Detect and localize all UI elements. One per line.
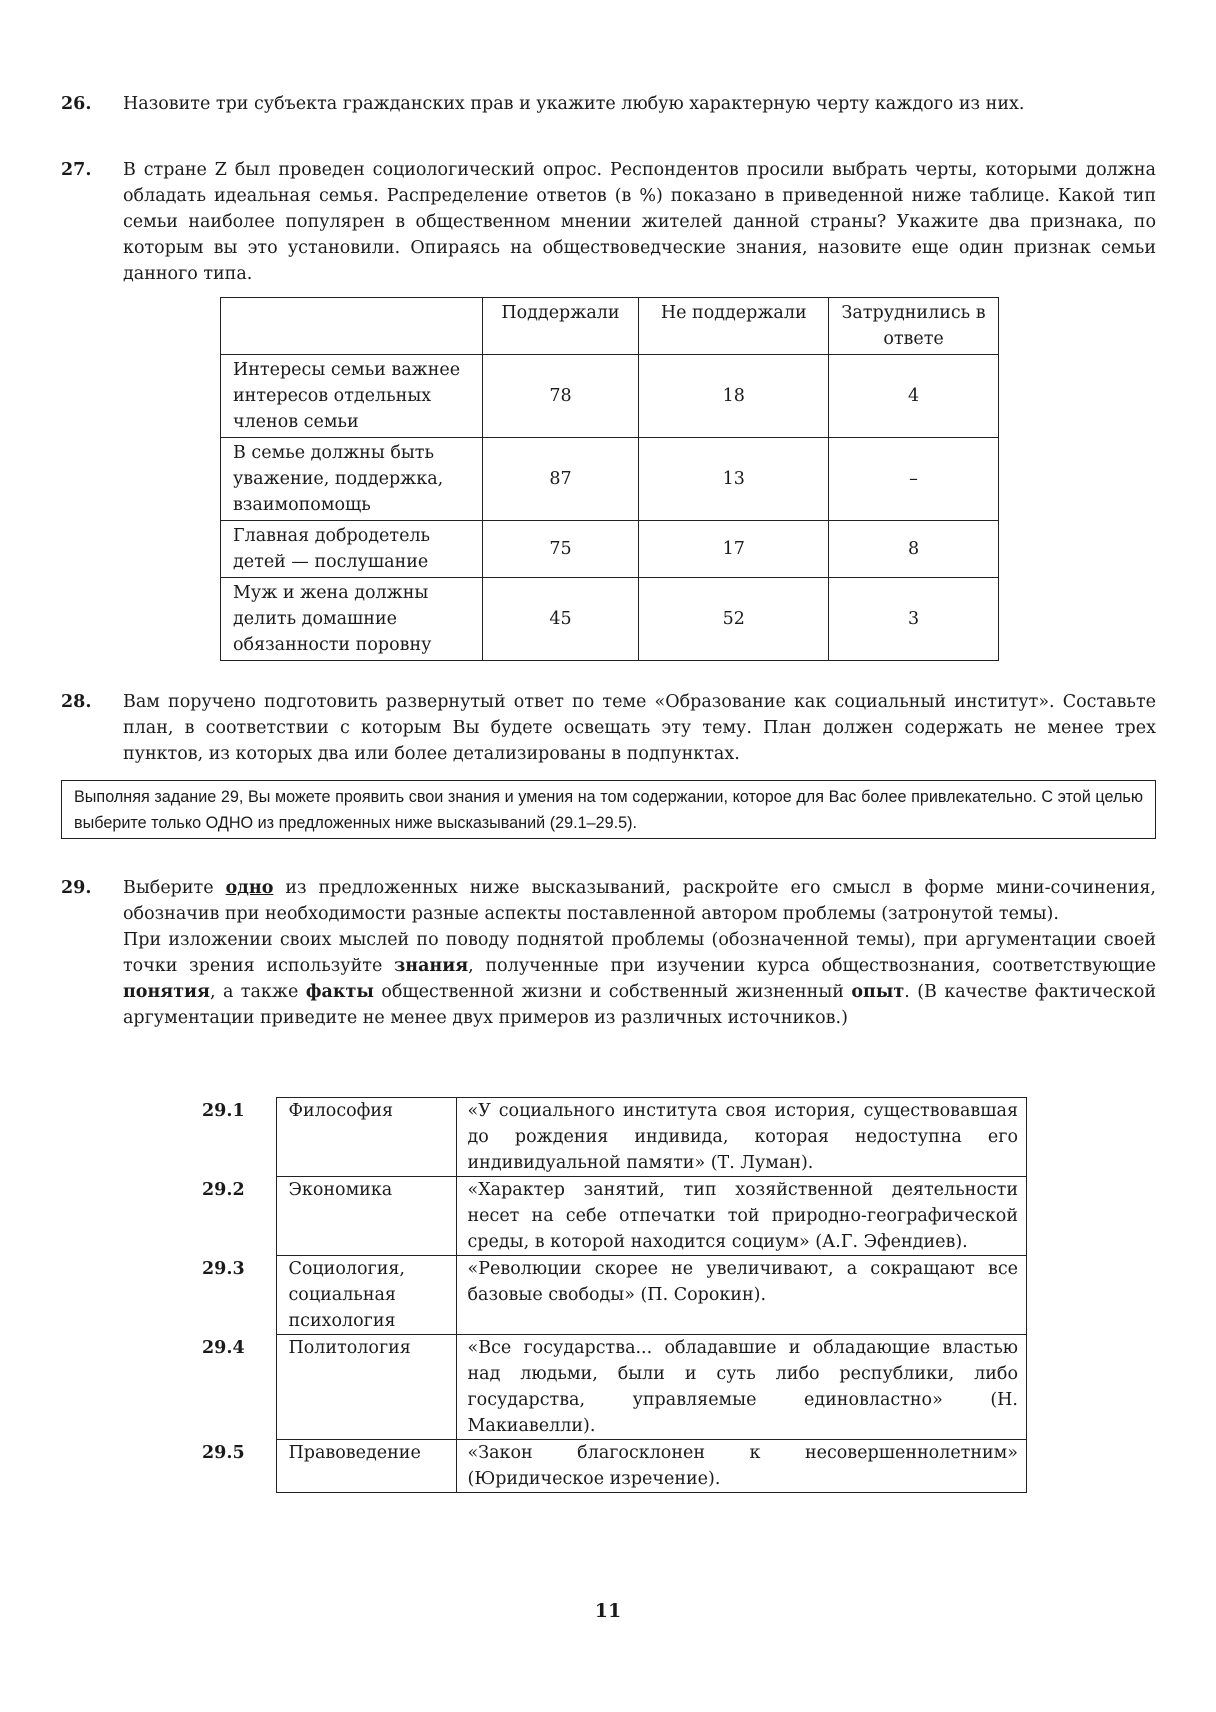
row-label: Главная добродетель детей — послушание <box>221 521 483 578</box>
task-text: Назовите три субъекта гражданских прав и укажите любую характерную черту каждого из них. <box>123 94 1025 114</box>
cell-undecided: 4 <box>829 355 999 438</box>
row-label: В семье должны быть уважение, поддержка, взаимопомощь <box>221 438 483 521</box>
quotes-table <box>190 1097 1027 1493</box>
table-row <box>221 578 999 661</box>
header-cell-empty <box>221 298 483 355</box>
quote-text: «Все государства... обладавшие и обладающие властью над людьми, были и суть либо республики, либо государства, управляемые единовластно» (Н. Макиавелли). <box>456 1335 1027 1440</box>
table-row <box>221 438 999 521</box>
quote-number: 29.5 <box>202 1442 245 1463</box>
quote-subject: Политология <box>276 1335 456 1440</box>
text-segment: общественной жизни и собственный жизненный <box>373 982 852 1002</box>
quote-number: 29.4 <box>202 1337 245 1358</box>
quote-subject: Экономика <box>276 1177 456 1256</box>
cell-supported: 78 <box>482 355 639 438</box>
cell-not-supported: 52 <box>639 578 829 661</box>
quote-number: 29.2 <box>202 1179 245 1200</box>
task-number: 29. <box>61 878 92 898</box>
quote-subject: Философия <box>276 1098 456 1177</box>
task-number: 26. <box>61 94 92 114</box>
emphasis-one: одно <box>225 878 274 898</box>
survey-table <box>220 297 999 661</box>
page-number: 11 <box>594 1600 622 1622</box>
task-29 <box>61 875 1156 1031</box>
instruction-text: Выполняя задание 29, Вы можете проявить свои знания и умения на том содержании, которое для Вас более привлекательно. С этой целью выберите только ОДНО из предложенных ниже высказываний (29.1–29.5). <box>74 788 1143 832</box>
task-text: Вам поручено подготовить развернутый ответ по теме «Образование как социальный институт». Составьте план, в соответствии с которым Вы будете освещать эту тему. План должен содержать не менее трех пунктов, из которых два или более детализированы в подпунктах. <box>123 692 1156 764</box>
task-27 <box>61 157 1156 287</box>
text-segment: При изложении своих мыслей по поводу поднятой проблемы (обозначенной темы), при аргументации своей точки зрения используйте <box>123 930 1156 976</box>
header-cell-undecided: Затруднились в ответе <box>829 298 999 355</box>
task-text: В стране Z был проведен социологический опрос. Респондентов просили выбрать черты, которыми должна обладать идеальная семья. Распределение ответов (в %) показано в приведенной ниже таблице. Какой тип семьи наиболее популярен в общественном мнении жителей данной страны? Укажите два признака, по которым вы это установили. Опираясь на обществоведческие знания, назовите еще один признак семьи данного типа. <box>123 160 1156 284</box>
quote-text: «У социального института своя история, существовавшая до рождения индивида, которая недоступна его индивидуальной памяти» (Т. Луман). <box>456 1098 1027 1177</box>
quote-text: «Революции скорее не увеличивают, а сокращают все базовые свободы» (П. Сорокин). <box>456 1256 1027 1335</box>
quote-text: «Закон благосклонен к несовершеннолетним» (Юридическое изречение). <box>456 1440 1027 1493</box>
text-segment: . (В качестве фактической аргументации приведите не менее двух примеров из различных источников.) <box>123 982 1156 1028</box>
task-number: 28. <box>61 692 92 712</box>
header-cell-not-supported: Не поддержали <box>639 298 829 355</box>
cell-supported: 45 <box>482 578 639 661</box>
row-label: Муж и жена должны делить домашние обязанности поровну <box>221 578 483 661</box>
bold-concepts: понятия <box>123 982 210 1002</box>
task-29-paragraph-1 <box>123 875 1156 927</box>
quote-row <box>190 1440 1027 1493</box>
bold-knowledge: знания <box>394 956 469 976</box>
row-label: Интересы семьи важнее интересов отдельных членов семьи <box>221 355 483 438</box>
text-segment: , а также <box>209 982 306 1002</box>
task-29-paragraph-2 <box>123 927 1156 1031</box>
cell-undecided: – <box>829 438 999 521</box>
quote-row <box>190 1098 1027 1177</box>
cell-undecided: 8 <box>829 521 999 578</box>
cell-not-supported: 13 <box>639 438 829 521</box>
header-cell-supported: Поддержали <box>482 298 639 355</box>
quote-text: «Характер занятий, тип хозяйственной деятельности несет на себе отпечатки той природно-географической среды, в которой находится социум» (А.Г. Эфендиев). <box>456 1177 1027 1256</box>
cell-not-supported: 17 <box>639 521 829 578</box>
table-row <box>221 355 999 438</box>
cell-not-supported: 18 <box>639 355 829 438</box>
cell-supported: 75 <box>482 521 639 578</box>
table-header-row <box>221 298 999 355</box>
table-row <box>221 521 999 578</box>
instruction-box <box>61 780 1156 839</box>
bold-experience: опыт <box>851 982 905 1002</box>
quote-subject: Социология, социальная психология <box>276 1256 456 1335</box>
text-segment: , полученные при изучении курса обществознания, соответствующие <box>468 956 1156 976</box>
text-segment: Выберите <box>123 878 226 898</box>
quote-row <box>190 1177 1027 1256</box>
bold-facts: факты <box>305 982 374 1002</box>
cell-undecided: 3 <box>829 578 999 661</box>
task-number: 27. <box>61 160 92 180</box>
quote-number: 29.3 <box>202 1258 245 1279</box>
quote-row <box>190 1335 1027 1440</box>
task-28 <box>61 689 1156 767</box>
quote-number: 29.1 <box>202 1100 245 1121</box>
task-26 <box>61 91 1156 117</box>
text-segment: из предложенных ниже высказываний, раскройте его смысл в форме мини-сочинения, обозначив при необходимости разные аспекты поставленной автором проблемы (затронутой темы). <box>123 878 1156 924</box>
quote-row <box>190 1256 1027 1335</box>
quote-subject: Правоведение <box>276 1440 456 1493</box>
cell-supported: 87 <box>482 438 639 521</box>
